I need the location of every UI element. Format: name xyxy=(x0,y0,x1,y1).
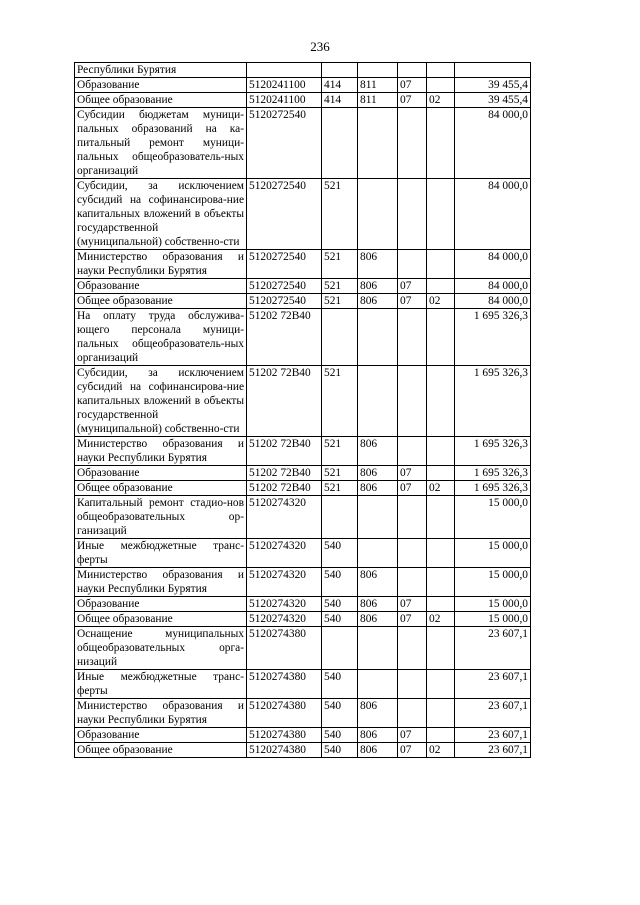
page-number: 236 xyxy=(310,39,330,54)
amount-cell: 1 695 326,3 xyxy=(455,466,531,481)
table-row xyxy=(75,743,531,758)
target-article-code-cell: 5120272540 xyxy=(247,294,322,309)
amount-cell: 39 455,4 xyxy=(455,78,531,93)
row-name-cell: Субсидии, за исключением субсидий на софинансирова-ние капитальных вложений в объекты государственной (муниципальной) собственно-сти xyxy=(75,366,247,437)
section-code-cell: 07 xyxy=(398,279,427,294)
budget-table xyxy=(74,62,531,758)
subsection-code-cell xyxy=(427,670,455,699)
row-name-cell: На оплату труда обслужива-ющего персонала муници-пальных общеобразователь-ных организаций xyxy=(75,309,247,366)
expense-type-cell: 521 xyxy=(322,250,358,279)
amount-cell: 84 000,0 xyxy=(455,250,531,279)
row-name-cell: Республики Бурятия xyxy=(75,63,247,78)
target-article-code-cell: 5120274320 xyxy=(247,496,322,539)
target-article-code-cell xyxy=(247,63,322,78)
ministry-code-cell: 806 xyxy=(358,568,398,597)
expense-type-cell xyxy=(322,309,358,366)
amount-cell: 15 000,0 xyxy=(455,612,531,627)
ministry-code-cell xyxy=(358,627,398,670)
expense-type-cell: 521 xyxy=(322,437,358,466)
ministry-code-cell xyxy=(358,63,398,78)
ministry-code-cell: 806 xyxy=(358,279,398,294)
expense-type-cell xyxy=(322,63,358,78)
expense-type-cell: 521 xyxy=(322,279,358,294)
table-row xyxy=(75,309,531,366)
section-code-cell xyxy=(398,699,427,728)
subsection-code-cell: 02 xyxy=(427,481,455,496)
ministry-code-cell xyxy=(358,670,398,699)
ministry-code-cell: 806 xyxy=(358,466,398,481)
row-name-cell: Общее образование xyxy=(75,743,247,758)
ministry-code-cell xyxy=(358,539,398,568)
subsection-code-cell xyxy=(427,466,455,481)
row-name-cell: Субсидии бюджетам муници-пальных образований на ка-питальный ремонт муници-пальных общеобразователь-ных организаций xyxy=(75,108,247,179)
amount-cell: 1 695 326,3 xyxy=(455,366,531,437)
expense-type-cell: 414 xyxy=(322,93,358,108)
target-article-code-cell: 5120274380 xyxy=(247,699,322,728)
ministry-code-cell: 811 xyxy=(358,93,398,108)
section-code-cell: 07 xyxy=(398,728,427,743)
amount-cell: 39 455,4 xyxy=(455,93,531,108)
amount-cell: 1 695 326,3 xyxy=(455,437,531,466)
row-name-cell: Министерство образования и науки Республики Бурятия xyxy=(75,568,247,597)
section-code-cell xyxy=(398,496,427,539)
ministry-code-cell: 806 xyxy=(358,597,398,612)
amount-cell: 84 000,0 xyxy=(455,279,531,294)
table-row xyxy=(75,728,531,743)
section-code-cell xyxy=(398,437,427,466)
expense-type-cell: 540 xyxy=(322,612,358,627)
expense-type-cell: 414 xyxy=(322,78,358,93)
expense-type-cell xyxy=(322,627,358,670)
ministry-code-cell: 806 xyxy=(358,437,398,466)
subsection-code-cell: 02 xyxy=(427,93,455,108)
subsection-code-cell xyxy=(427,108,455,179)
amount-cell: 15 000,0 xyxy=(455,568,531,597)
subsection-code-cell xyxy=(427,437,455,466)
row-name-cell: Общее образование xyxy=(75,294,247,309)
amount-cell: 84 000,0 xyxy=(455,179,531,250)
ministry-code-cell: 806 xyxy=(358,699,398,728)
subsection-code-cell xyxy=(427,627,455,670)
row-name-cell: Образование xyxy=(75,78,247,93)
row-name-cell: Оснащение муниципальных общеобразовательных орга-низаций xyxy=(75,627,247,670)
section-code-cell: 07 xyxy=(398,294,427,309)
subsection-code-cell xyxy=(427,78,455,93)
amount-cell: 23 607,1 xyxy=(455,728,531,743)
target-article-code-cell: 51202 72В40 xyxy=(247,481,322,496)
table-row xyxy=(75,481,531,496)
subsection-code-cell xyxy=(427,568,455,597)
target-article-code-cell: 51202 72В40 xyxy=(247,437,322,466)
amount-cell xyxy=(455,63,531,78)
ministry-code-cell: 806 xyxy=(358,481,398,496)
section-code-cell: 07 xyxy=(398,78,427,93)
section-code-cell xyxy=(398,309,427,366)
amount-cell: 15 000,0 xyxy=(455,496,531,539)
target-article-code-cell: 51202 72В40 xyxy=(247,309,322,366)
table-row xyxy=(75,496,531,539)
row-name-cell: Министерство образования и науки Республики Бурятия xyxy=(75,437,247,466)
target-article-code-cell: 5120241100 xyxy=(247,93,322,108)
row-name-cell: Субсидии, за исключением субсидий на софинансирова-ние капитальных вложений в объекты государственной (муниципальной) собственно-сти xyxy=(75,179,247,250)
expense-type-cell: 521 xyxy=(322,179,358,250)
section-code-cell xyxy=(398,627,427,670)
expense-type-cell: 540 xyxy=(322,743,358,758)
subsection-code-cell: 02 xyxy=(427,612,455,627)
target-article-code-cell: 5120274320 xyxy=(247,597,322,612)
ministry-code-cell: 811 xyxy=(358,78,398,93)
row-name-cell: Общее образование xyxy=(75,481,247,496)
table-row xyxy=(75,63,531,78)
expense-type-cell: 521 xyxy=(322,466,358,481)
subsection-code-cell xyxy=(427,597,455,612)
target-article-code-cell: 5120272540 xyxy=(247,108,322,179)
section-code-cell xyxy=(398,179,427,250)
target-article-code-cell: 5120274380 xyxy=(247,743,322,758)
expense-type-cell: 521 xyxy=(322,366,358,437)
ministry-code-cell xyxy=(358,179,398,250)
amount-cell: 23 607,1 xyxy=(455,670,531,699)
target-article-code-cell: 5120274320 xyxy=(247,612,322,627)
row-name-cell: Иные межбюджетные транс-ферты xyxy=(75,539,247,568)
table-row xyxy=(75,279,531,294)
target-article-code-cell: 5120272540 xyxy=(247,279,322,294)
row-name-cell: Министерство образования и науки Республики Бурятия xyxy=(75,250,247,279)
amount-cell: 23 607,1 xyxy=(455,627,531,670)
section-code-cell xyxy=(398,568,427,597)
ministry-code-cell xyxy=(358,496,398,539)
expense-type-cell xyxy=(322,496,358,539)
subsection-code-cell xyxy=(427,179,455,250)
section-code-cell xyxy=(398,108,427,179)
ministry-code-cell: 806 xyxy=(358,612,398,627)
amount-cell: 15 000,0 xyxy=(455,597,531,612)
row-name-cell: Общее образование xyxy=(75,93,247,108)
subsection-code-cell xyxy=(427,496,455,539)
table-row xyxy=(75,437,531,466)
target-article-code-cell: 5120274380 xyxy=(247,627,322,670)
expense-type-cell: 540 xyxy=(322,728,358,743)
ministry-code-cell xyxy=(358,309,398,366)
section-code-cell xyxy=(398,63,427,78)
amount-cell: 23 607,1 xyxy=(455,699,531,728)
subsection-code-cell: 02 xyxy=(427,294,455,309)
amount-cell: 1 695 326,3 xyxy=(455,481,531,496)
table-row xyxy=(75,294,531,309)
section-code-cell: 07 xyxy=(398,612,427,627)
table-row xyxy=(75,179,531,250)
amount-cell: 23 607,1 xyxy=(455,743,531,758)
target-article-code-cell: 5120274380 xyxy=(247,670,322,699)
table-row xyxy=(75,250,531,279)
ministry-code-cell xyxy=(358,366,398,437)
table-row xyxy=(75,466,531,481)
subsection-code-cell xyxy=(427,728,455,743)
table-row xyxy=(75,597,531,612)
expense-type-cell: 521 xyxy=(322,481,358,496)
section-code-cell: 07 xyxy=(398,481,427,496)
row-name-cell: Общее образование xyxy=(75,612,247,627)
expense-type-cell: 540 xyxy=(322,670,358,699)
row-name-cell: Иные межбюджетные транс-ферты xyxy=(75,670,247,699)
table-row xyxy=(75,627,531,670)
target-article-code-cell: 5120272540 xyxy=(247,250,322,279)
expense-type-cell: 540 xyxy=(322,699,358,728)
row-name-cell: Образование xyxy=(75,466,247,481)
subsection-code-cell xyxy=(427,63,455,78)
table-row xyxy=(75,366,531,437)
row-name-cell: Образование xyxy=(75,728,247,743)
table-row xyxy=(75,78,531,93)
ministry-code-cell: 806 xyxy=(358,743,398,758)
subsection-code-cell xyxy=(427,279,455,294)
section-code-cell xyxy=(398,366,427,437)
section-code-cell: 07 xyxy=(398,597,427,612)
section-code-cell: 07 xyxy=(398,93,427,108)
target-article-code-cell: 51202 72В40 xyxy=(247,466,322,481)
section-code-cell: 07 xyxy=(398,466,427,481)
section-code-cell: 07 xyxy=(398,743,427,758)
target-article-code-cell: 5120272540 xyxy=(247,179,322,250)
expense-type-cell: 521 xyxy=(322,294,358,309)
amount-cell: 84 000,0 xyxy=(455,294,531,309)
budget-table-body xyxy=(75,63,531,758)
ministry-code-cell: 806 xyxy=(358,728,398,743)
target-article-code-cell: 5120241100 xyxy=(247,78,322,93)
amount-cell: 15 000,0 xyxy=(455,539,531,568)
expense-type-cell: 540 xyxy=(322,597,358,612)
amount-cell: 84 000,0 xyxy=(455,108,531,179)
subsection-code-cell: 02 xyxy=(427,743,455,758)
section-code-cell xyxy=(398,539,427,568)
table-row xyxy=(75,699,531,728)
subsection-code-cell xyxy=(427,539,455,568)
ministry-code-cell: 806 xyxy=(358,250,398,279)
ministry-code-cell: 806 xyxy=(358,294,398,309)
table-row xyxy=(75,539,531,568)
section-code-cell xyxy=(398,250,427,279)
subsection-code-cell xyxy=(427,250,455,279)
expense-type-cell xyxy=(322,108,358,179)
subsection-code-cell xyxy=(427,366,455,437)
target-article-code-cell: 51202 72В40 xyxy=(247,366,322,437)
table-row xyxy=(75,568,531,597)
target-article-code-cell: 5120274380 xyxy=(247,728,322,743)
expense-type-cell: 540 xyxy=(322,568,358,597)
subsection-code-cell xyxy=(427,699,455,728)
row-name-cell: Образование xyxy=(75,597,247,612)
table-row xyxy=(75,108,531,179)
row-name-cell: Образование xyxy=(75,279,247,294)
row-name-cell: Капитальный ремонт стадио-нов общеобразовательных ор-ганизаций xyxy=(75,496,247,539)
ministry-code-cell xyxy=(358,108,398,179)
table-row xyxy=(75,670,531,699)
target-article-code-cell: 5120274320 xyxy=(247,539,322,568)
amount-cell: 1 695 326,3 xyxy=(455,309,531,366)
section-code-cell xyxy=(398,670,427,699)
table-row xyxy=(75,93,531,108)
table-row xyxy=(75,612,531,627)
expense-type-cell: 540 xyxy=(322,539,358,568)
target-article-code-cell: 5120274320 xyxy=(247,568,322,597)
row-name-cell: Министерство образования и науки Республики Бурятия xyxy=(75,699,247,728)
subsection-code-cell xyxy=(427,309,455,366)
